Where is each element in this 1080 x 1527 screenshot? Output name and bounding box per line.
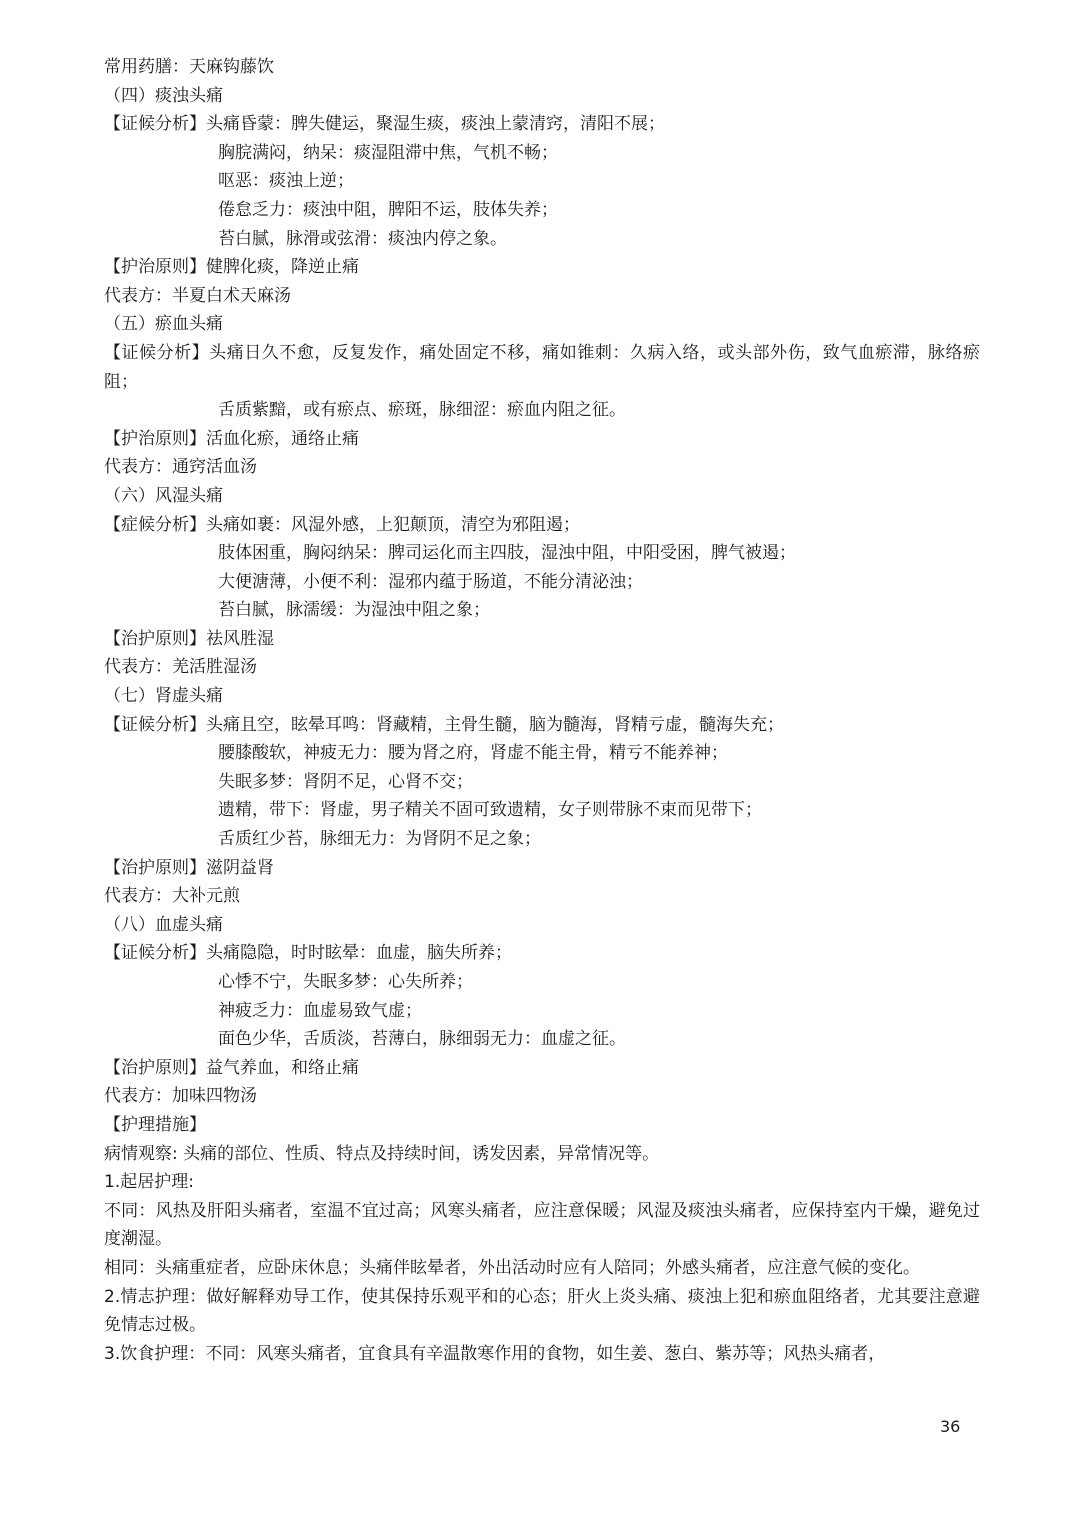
treatment-principle: 【治护原则】滋阴益肾 (104, 857, 274, 878)
representative-formula: 代表方：羌活胜湿汤 (104, 657, 257, 678)
analysis-item: 心悸不宁，失眠多梦：心失所养； (218, 972, 473, 992)
treatment-principle: 【治护原则】祛风胜湿 (104, 628, 274, 649)
analysis-item: 遗精，带下：肾虚，男子精关不固可致遗精，女子则带脉不束而见带下； (218, 800, 762, 821)
section-heading: （七）肾虚头痛 (104, 686, 223, 707)
analysis-item: 失眠多梦：肾阴不足，心肾不交； (218, 771, 473, 792)
representative-formula: 代表方：通窍活血汤 (104, 457, 257, 478)
document-body (104, 53, 980, 1368)
syndrome-analysis: 【证候分析】头痛昏蒙：脾失健运，聚湿生痰，痰浊上蒙清窍，清阳不展； (104, 114, 665, 135)
observation-paragraph: 病情观察: 头痛的部位、性质、特点及持续时间，诱发因素，异常情况等。 (104, 1143, 660, 1164)
analysis-item: 苔白腻，脉滑或弦滑：痰浊内停之象。 (218, 228, 507, 249)
representative-formula: 代表方：加味四物汤 (104, 1086, 257, 1107)
analysis-item: 舌质紫黯，或有瘀点、瘀斑，脉细涩：瘀血内阻之征。 (218, 400, 626, 421)
treatment-principle: 【护治原则】活血化瘀，通络止痛 (104, 428, 359, 449)
syndrome-analysis: 【症候分析】头痛如裹：风湿外感，上犯颠顶，清空为邪阻遏； (104, 514, 580, 535)
syndrome-analysis: 【证候分析】头痛隐隐，时时眩晕：血虚，脑失所养； (104, 943, 512, 964)
analysis-item: 腰膝酸软，神疲无力：腰为肾之府，肾虚不能主骨，精亏不能养神； (218, 743, 728, 764)
analysis-item: 呕恶：痰浊上逆； (218, 171, 354, 192)
analysis-item: 舌质红少苔，脉细无力：为肾阴不足之象； (218, 829, 541, 850)
nursing-measures-heading: 【护理措施】 (104, 1114, 206, 1135)
care-paragraph: 2.情志护理：做好解释劝导工作，使其保持乐观平和的心态；肝火上炎头痛、痰浊上犯和瘀血阻络者，尤其要注意避免情志过极。 (104, 1286, 980, 1336)
care-paragraph: 不同：风热及肝阳头痛者，室温不宜过高；风寒头痛者，应注意保暖；风湿及痰浊头痛者，应保持室内干燥，避免过度潮湿。 (104, 1200, 980, 1250)
representative-formula: 代表方：大补元煎 (104, 886, 240, 907)
section-heading: （四）痰浊头痛 (104, 85, 223, 106)
analysis-item: 大便溏薄，小便不利：湿邪内蕴于肠道，不能分清泌浊； (218, 571, 643, 592)
analysis-item: 面色少华，舌质淡，苔薄白，脉细弱无力：血虚之征。 (218, 1029, 626, 1050)
analysis-item: 苔白腻，脉濡缓：为湿浊中阻之象； (218, 600, 490, 621)
analysis-item: 神疲乏力：血虚易致气虚； (218, 1000, 422, 1021)
recipe-line: 常用药膳：天麻钩藤饮 (104, 57, 274, 77)
syndrome-analysis: 【证候分析】头痛且空，眩晕耳鸣：肾藏精，主骨生髓，脑为髓海，肾精亏虚，髓海失充； (104, 714, 784, 735)
treatment-principle: 【治护原则】益气养血，和络止痛 (104, 1057, 359, 1078)
treatment-principle: 【护治原则】健脾化痰，降逆止痛 (104, 257, 359, 278)
syndrome-analysis: 【证候分析】头痛日久不愈，反复发作，痛处固定不移，痛如锥刺：久病入络，或头部外伤，致气血瘀滞，脉络瘀阻； (104, 342, 980, 392)
section-heading: （五）瘀血头痛 (104, 314, 223, 335)
section-heading: （八）血虚头痛 (104, 914, 223, 935)
analysis-item: 肢体困重，胸闷纳呆：脾司运化而主四肢，湿浊中阻，中阳受困，脾气被遏； (218, 543, 796, 564)
analysis-item: 倦怠乏力：痰浊中阻，脾阳不运，肢体失养； (218, 199, 558, 220)
care-subheading: 1.起居护理: (104, 1172, 194, 1193)
representative-formula: 代表方：半夏白术天麻汤 (104, 285, 291, 306)
care-paragraph: 相同：头痛重症者，应卧床休息；头痛伴眩晕者，外出活动时应有人陪同；外感头痛者，应注意气候的变化。 (104, 1257, 920, 1278)
section-heading: （六）风湿头痛 (104, 485, 223, 506)
analysis-item: 胸脘满闷，纳呆：痰湿阻滞中焦，气机不畅； (218, 142, 558, 163)
page-number: 36 (940, 1417, 961, 1436)
care-paragraph: 3.饮食护理：不同：风寒头痛者，宜食具有辛温散寒作用的食物，如生姜、葱白、紫苏等；风热头痛者， (104, 1343, 886, 1364)
